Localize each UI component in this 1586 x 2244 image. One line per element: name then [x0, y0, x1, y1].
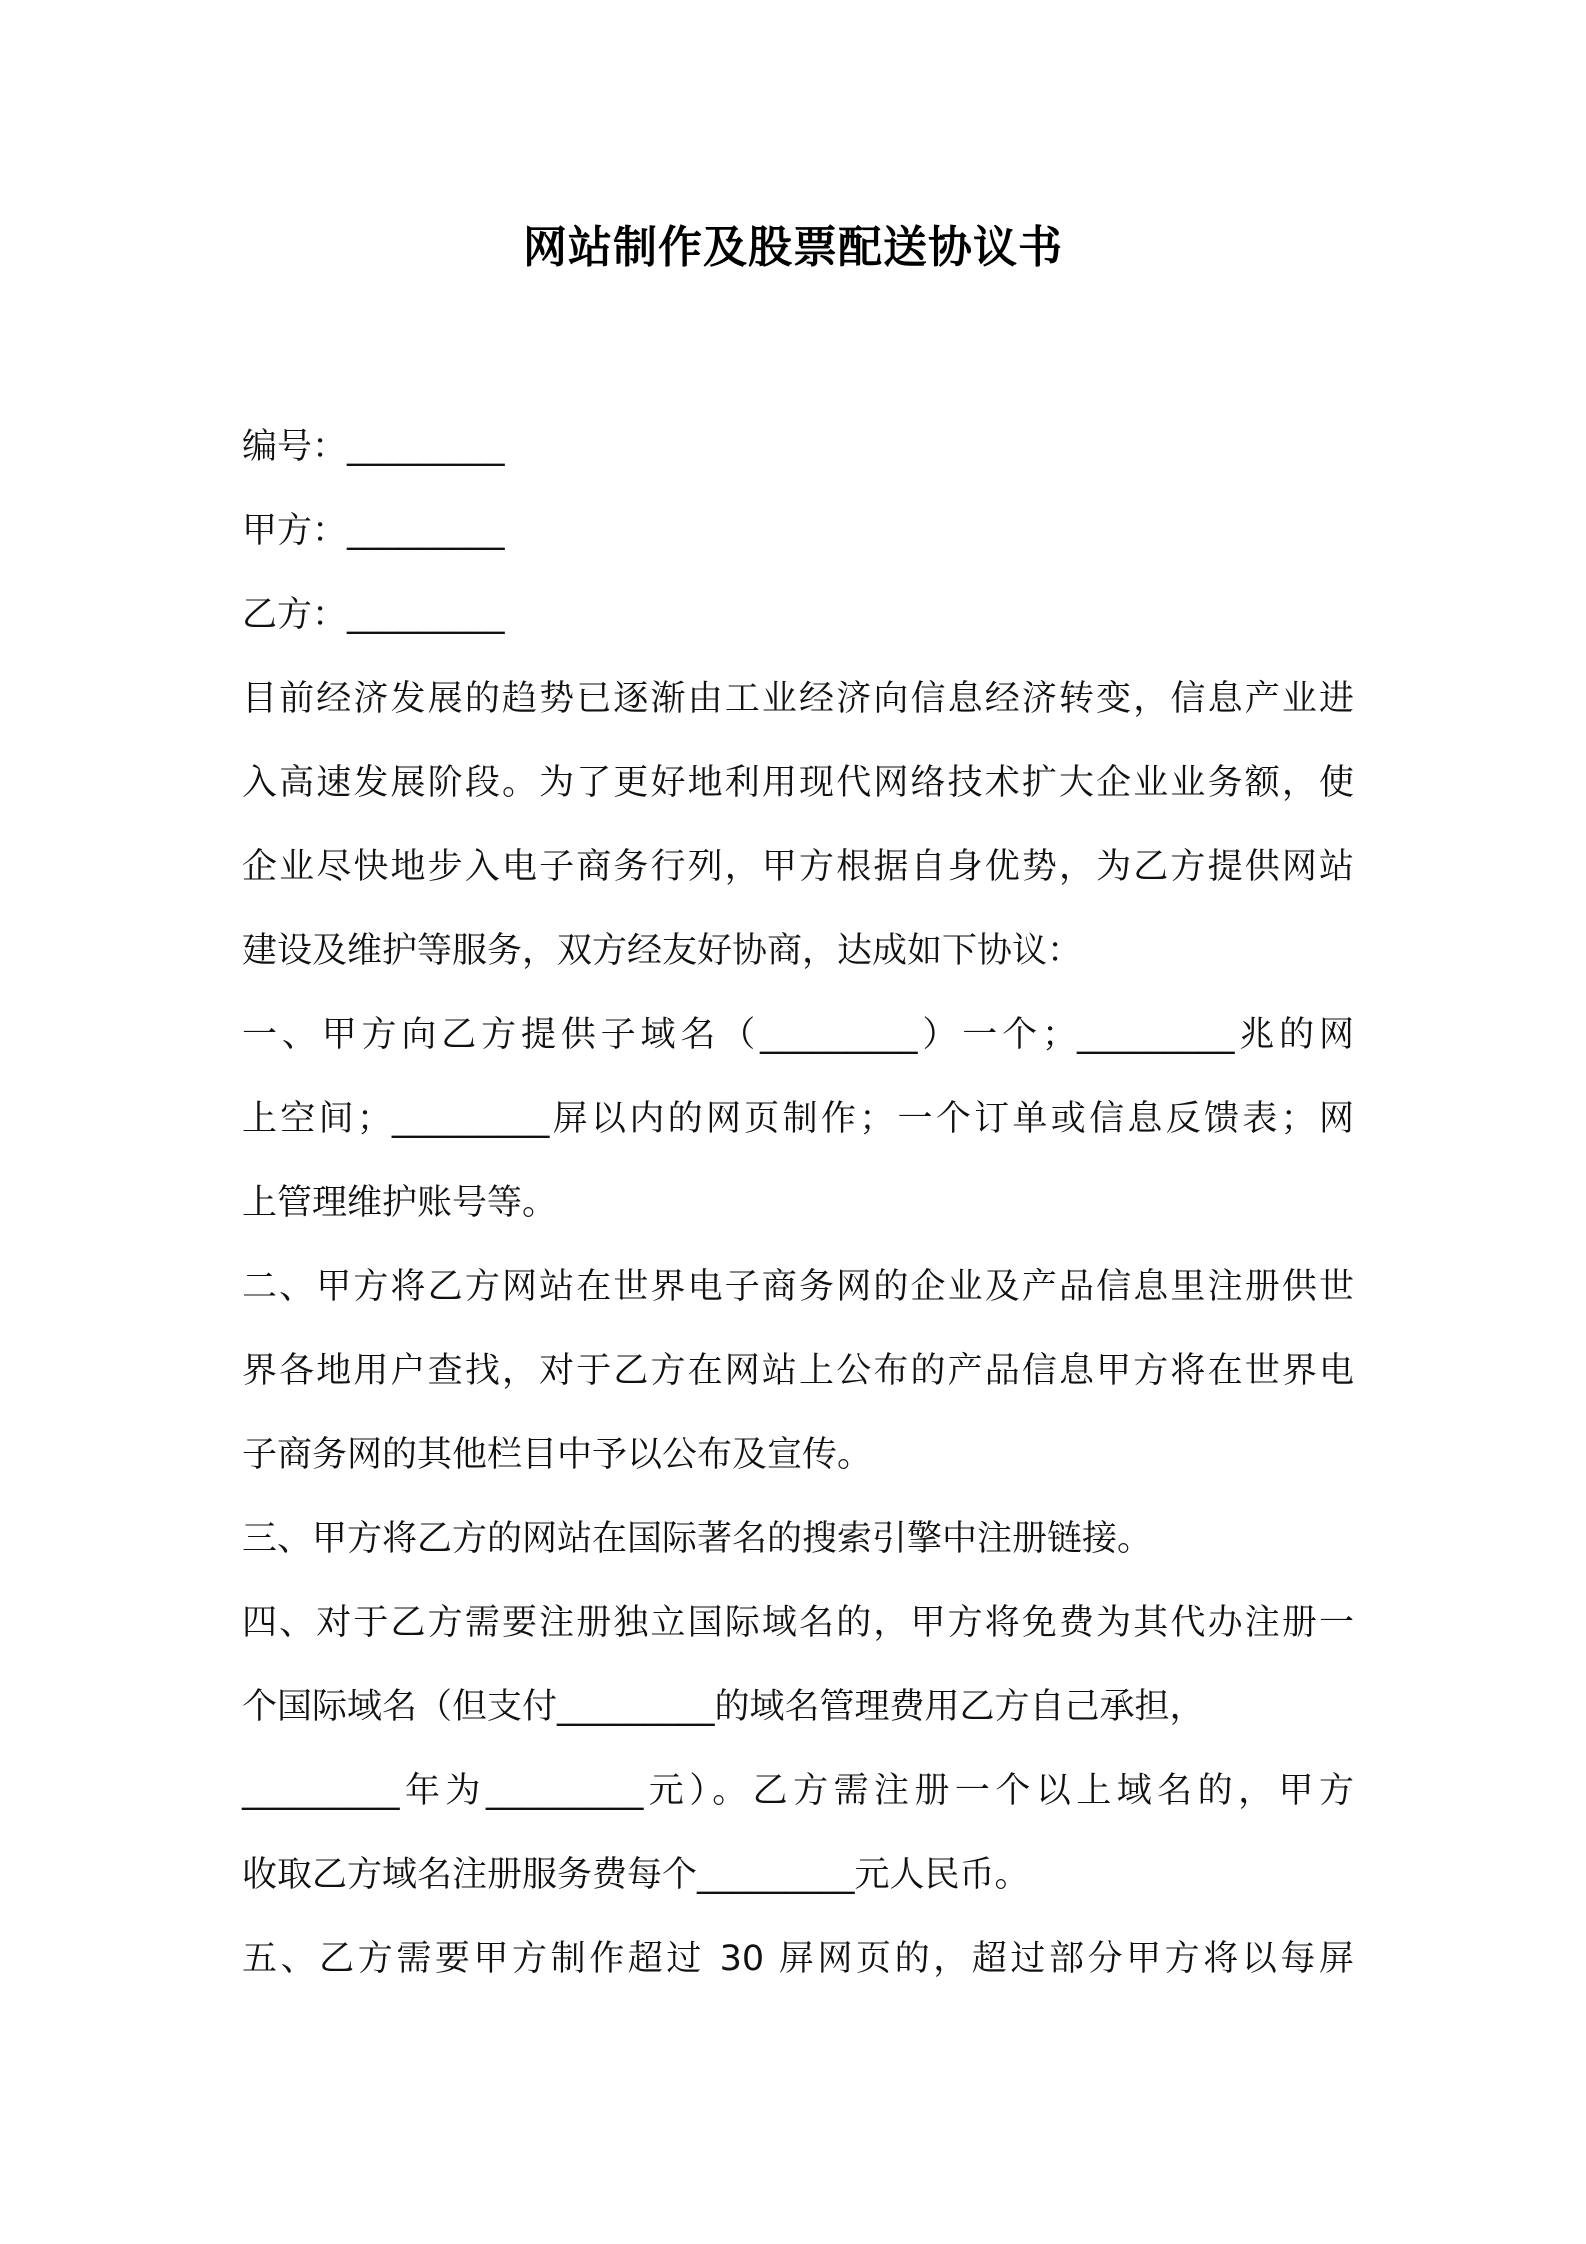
document-body: [242, 405, 1354, 2001]
clause-1-line: 一、甲方向乙方提供子域名（_________）一个；_________兆的网: [242, 1015, 1354, 1055]
paragraph-line: 入高速发展阶段。为了更好地利用现代网络技术扩大企业业务额，使: [242, 763, 1354, 803]
clause-4-line: 四、对于乙方需要注册独立国际域名的，甲方将免费为其代办注册一: [242, 1603, 1354, 1643]
clause-3-line: 三、甲方将乙方的网站在国际著名的搜索引擎中注册链接。: [242, 1519, 1153, 1559]
paragraph-line: 企业尽快地步入电子商务行列，甲方根据自身优势，为乙方提供网站: [242, 847, 1354, 887]
field-number-line: 编号：_________: [242, 427, 505, 467]
paragraph-line: 建设及维护等服务，双方经友好协商，达成如下协议：: [242, 931, 1083, 971]
clause-4-line: _________年为_________元）。乙方需注册一个以上域名的，甲方: [242, 1771, 1354, 1811]
paragraph-line: 目前经济发展的趋势已逐渐由工业经济向信息经济转变，信息产业进: [242, 679, 1354, 719]
field-party-b-line: 乙方：_________: [242, 595, 505, 635]
clause-4-line: 收取乙方域名注册服务费每个_________元人民币。: [242, 1855, 1030, 1895]
clause-4-line: 个国际域名（但支付_________的域名管理费用乙方自己承担，: [242, 1687, 1205, 1727]
document-title: 网站制作及股票配送协议书: [523, 222, 1063, 273]
field-party-a-line: 甲方：_________: [242, 511, 505, 551]
clause-2-line: 二、甲方将乙方网站在世界电子商务网的企业及产品信息里注册供世: [242, 1267, 1354, 1307]
clause-5-line: 五、乙方需要甲方制作超过 30 屏网页的，超过部分甲方将以每屏: [242, 1939, 1354, 1979]
clause-2-line: 子商务网的其他栏目中予以公布及宣传。: [242, 1435, 873, 1475]
clause-2-line: 界各地用户查找，对于乙方在网站上公布的产品信息甲方将在世界电: [242, 1351, 1354, 1391]
clause-1-line: 上空间；_________屏以内的网页制作；一个订单或信息反馈表；网: [242, 1099, 1354, 1139]
clause-1-line: 上管理维护账号等。: [242, 1183, 558, 1223]
